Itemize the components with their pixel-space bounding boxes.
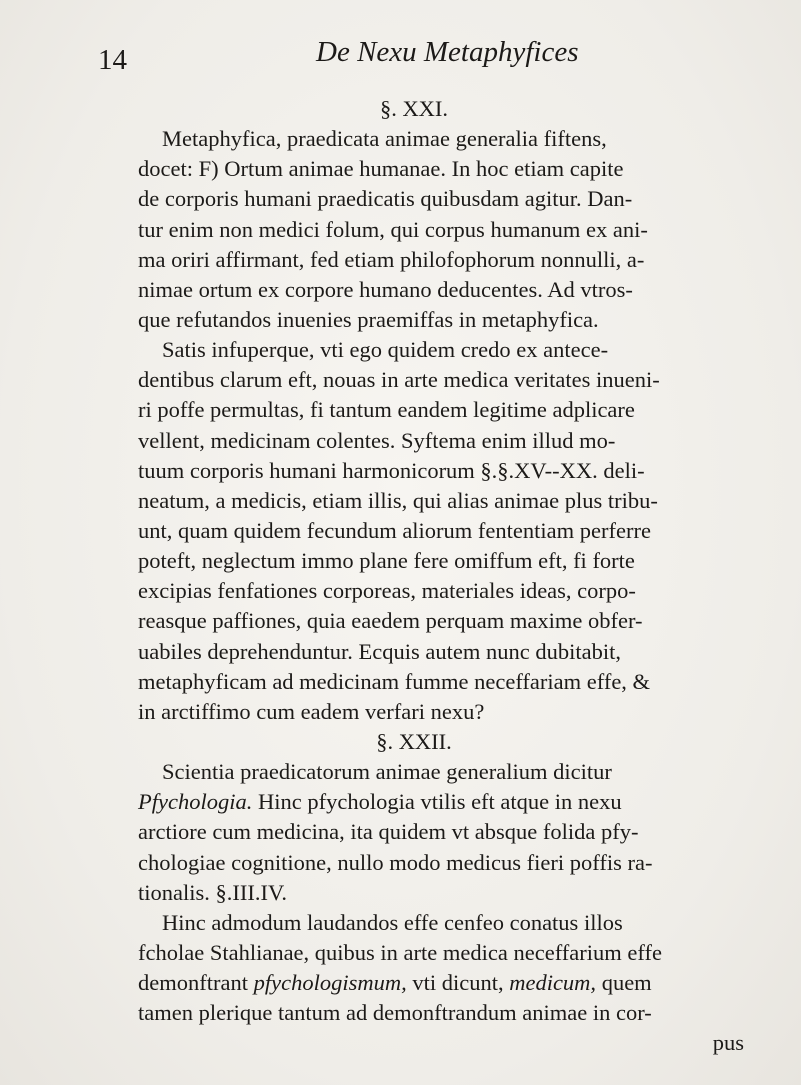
text-span: Hinc pfychologia vtilis eft atque in nexu (252, 789, 622, 815)
text-line: tamen plerique tantum ad demonftrandum animae in cor- (138, 1000, 652, 1026)
text-line: excipias fenfationes corporeas, materiales ideas, corpo- (138, 578, 636, 604)
text-line: Metaphyfica, praedicata animae generalia fiftens, (162, 126, 607, 152)
text-line: arctiore cum medicina, ita quidem vt absque folida pfy- (138, 819, 639, 845)
text-line: tuum corporis humani harmonicorum §.§.XV--XX. deli- (138, 457, 645, 483)
text-line: Hinc admodum laudandos effe cenfeo conatus illos (162, 909, 623, 935)
text-line: poteft, neglectum immo plane fere omiffum eft, fi forte (138, 548, 635, 574)
text-line: fcholae Stahlianae, quibus in arte medica neceffarium effe (138, 939, 662, 965)
section-heading: §. XXII. (376, 728, 452, 754)
text-line (138, 968, 780, 998)
text-line: chologiae cognitione, nullo modo medicus fieri poffis ra- (138, 849, 653, 875)
running-title: De Nexu Metaphyfices (316, 36, 579, 68)
text-line: docet: F) Ortum animae humanae. In hoc etiam capite (138, 156, 624, 182)
text-line: vellent, medicinam colentes. Syftema enim illud mo- (138, 427, 616, 453)
body-text (138, 94, 780, 1059)
text-line: in arctiffimo cum eadem verfari nexu? (138, 698, 485, 724)
italic-term: medicum, (509, 970, 597, 996)
italic-term: Pfychologia. (138, 789, 253, 815)
text-line: tur enim non medici folum, qui corpus humanum ex ani- (138, 216, 648, 242)
text-line: ma oriri affirmant, fed etiam philofophorum nonnulli, a- (138, 246, 645, 272)
text-line: metaphyficam ad medicinam fumme neceffariam effe, & (138, 668, 651, 694)
text-line: Satis infuperque, vti ego quidem credo ex antece- (162, 337, 609, 363)
page-header (0, 32, 801, 82)
catchword: pus (712, 1030, 744, 1056)
text-line: reasque paffiones, quia eaedem perquam maxime obfer- (138, 608, 643, 634)
text-span: demonftrant (138, 970, 254, 996)
text-line: neatum, a medicis, etiam illis, qui alias animae plus tribu- (138, 487, 658, 513)
section-heading: §. XXI. (379, 96, 449, 121)
page-number: 14 (98, 44, 127, 76)
text-line (138, 787, 780, 817)
text-line: nimae ortum ex corpore humano deducentes. Ad vtros- (138, 276, 633, 302)
italic-term: pfychologismum, (253, 970, 407, 996)
text-line: que refutandos inuenies praemiffas in metaphyfica. (138, 306, 599, 332)
text-span: quem (596, 970, 652, 996)
text-line: ri poffe permultas, fi tantum eandem legitime adplicare (138, 397, 635, 423)
text-line: uabiles deprehenduntur. Ecquis autem nunc dubitabit, (138, 638, 622, 664)
text-line: tionalis. §.III.IV. (138, 879, 287, 905)
text-span: vti dicunt, (406, 970, 510, 996)
text-line: de corporis humani praedicatis quibusdam agitur. Dan- (138, 186, 633, 212)
text-line: Scientia praedicatorum animae generalium dicitur (162, 759, 612, 785)
text-line: dentibus clarum eft, nouas in arte medica veritates inueni- (138, 367, 660, 393)
text-line: unt, quam quidem fecundum aliorum fententiam perferre (138, 517, 651, 543)
